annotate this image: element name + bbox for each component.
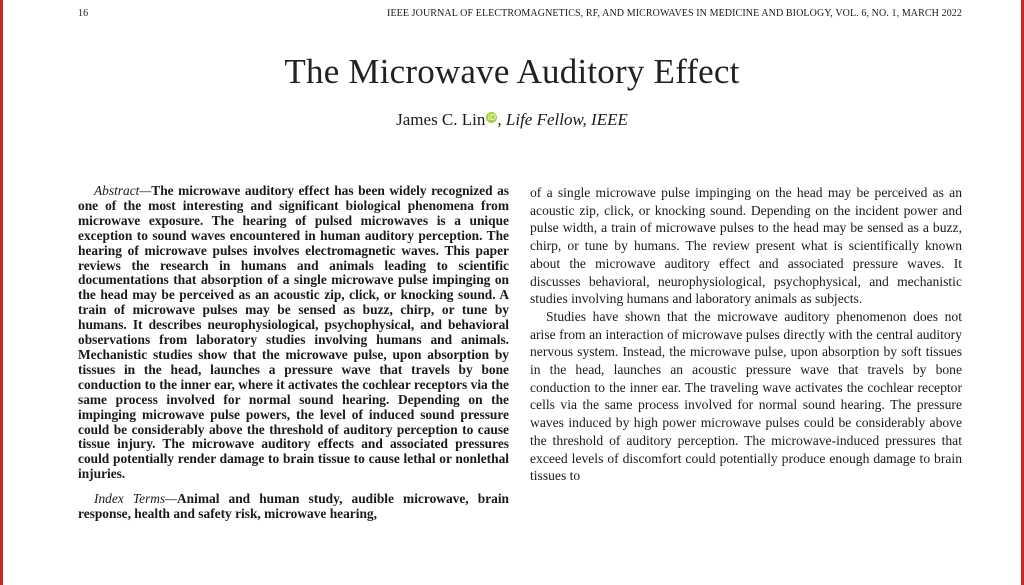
- index-terms-label: Index Terms—: [94, 491, 178, 507]
- abstract: [78, 184, 509, 482]
- author-affiliation: , Life Fellow, IEEE: [497, 110, 628, 129]
- paper-title: The Microwave Auditory Effect: [284, 52, 740, 91]
- author-line: [0, 110, 1024, 130]
- index-terms-text: Animal and human study, audible microwave, brain response, health and safety risk, microwave hearing,: [78, 491, 509, 522]
- page-number: 16: [78, 8, 89, 19]
- abstract-text: The microwave auditory effect has been widely recognized as one of the most interesting and significant biological phenomena from microwave exposure. The hearing of pulsed microwaves is a unique exception to sound waves encountered in human auditory perception. The hearing of microwave pulses involves electromagnetic waves. This paper reviews the research in humans and animals leading to scientific documentations that absorption of a single microwave pulse impinging on the head may be perceived as an acoustic zip, click, or knocking sound. A train of microwave pulses may be sensed as buzz, chirp, or tune by humans. It describes neurophysiological, psychophysical, and behavioral observations from laboratory studies involving humans and animals. Mechanistic studies show that the microwave pulse, upon absorption by tissues in the head, launches a pressure wave that travels by bone conduction to the inner ear, where it activates the cochlear receptors via the same process involved for normal sound hearing. Depending on the impinging microwave pulse powers, the level of induced sound pressure could be considerably above the threshold of auditory perception to cause tissue injury. The microwave auditory effects and associated pressures could potentially render damage to brain tissue to cause lethal or nonlethal injuries.: [78, 183, 509, 482]
- index-terms: [78, 492, 509, 522]
- left-column: [78, 184, 509, 522]
- right-column: [530, 184, 962, 485]
- author-name: James C. Lin: [396, 110, 486, 129]
- body-paragraph-1: of a single microwave pulse impinging on the head may be perceived as an acoustic zip, click, or knocking sound. Depending on the incident power and pulse width, a train of microwave pulses to the head may be sensed as a buzz, chirp, or tune by humans. The review present what is scientifically known about the microwave auditory effect and associated pressure waves. It discusses behavioral, neurophysiological, psychophysical, and mechanistic studies involving humans and laboratory animals as subjects.: [530, 185, 962, 307]
- abstract-label: Abstract—: [94, 183, 152, 198]
- body-paragraph-2: Studies have shown that the microwave auditory phenomenon does not arise from an interaction of microwave pulses directly with the central auditory nervous system. Instead, the microwave pulse, upon absorption by soft tissues in the head, launches an acoustic pressure wave that travels by bone conduction to the inner ear. The traveling wave activates the cochlear receptor cells via the same process involved for normal sound hearing. The pressure waves induced by high power microwave pulses could be considerably above the threshold of auditory perception. The microwave-induced pressures that exceed levels of discomfort could potentially produce enough damage to brain tissues to: [530, 308, 962, 484]
- orcid-icon[interactable]: iD: [487, 113, 497, 122]
- journal-name: IEEE JOURNAL OF ELECTROMAGNETICS, RF, AND MICROWAVES IN MEDICINE AND BIOLOGY, VOL. 6, NO. 1, MARCH 2022: [387, 8, 962, 19]
